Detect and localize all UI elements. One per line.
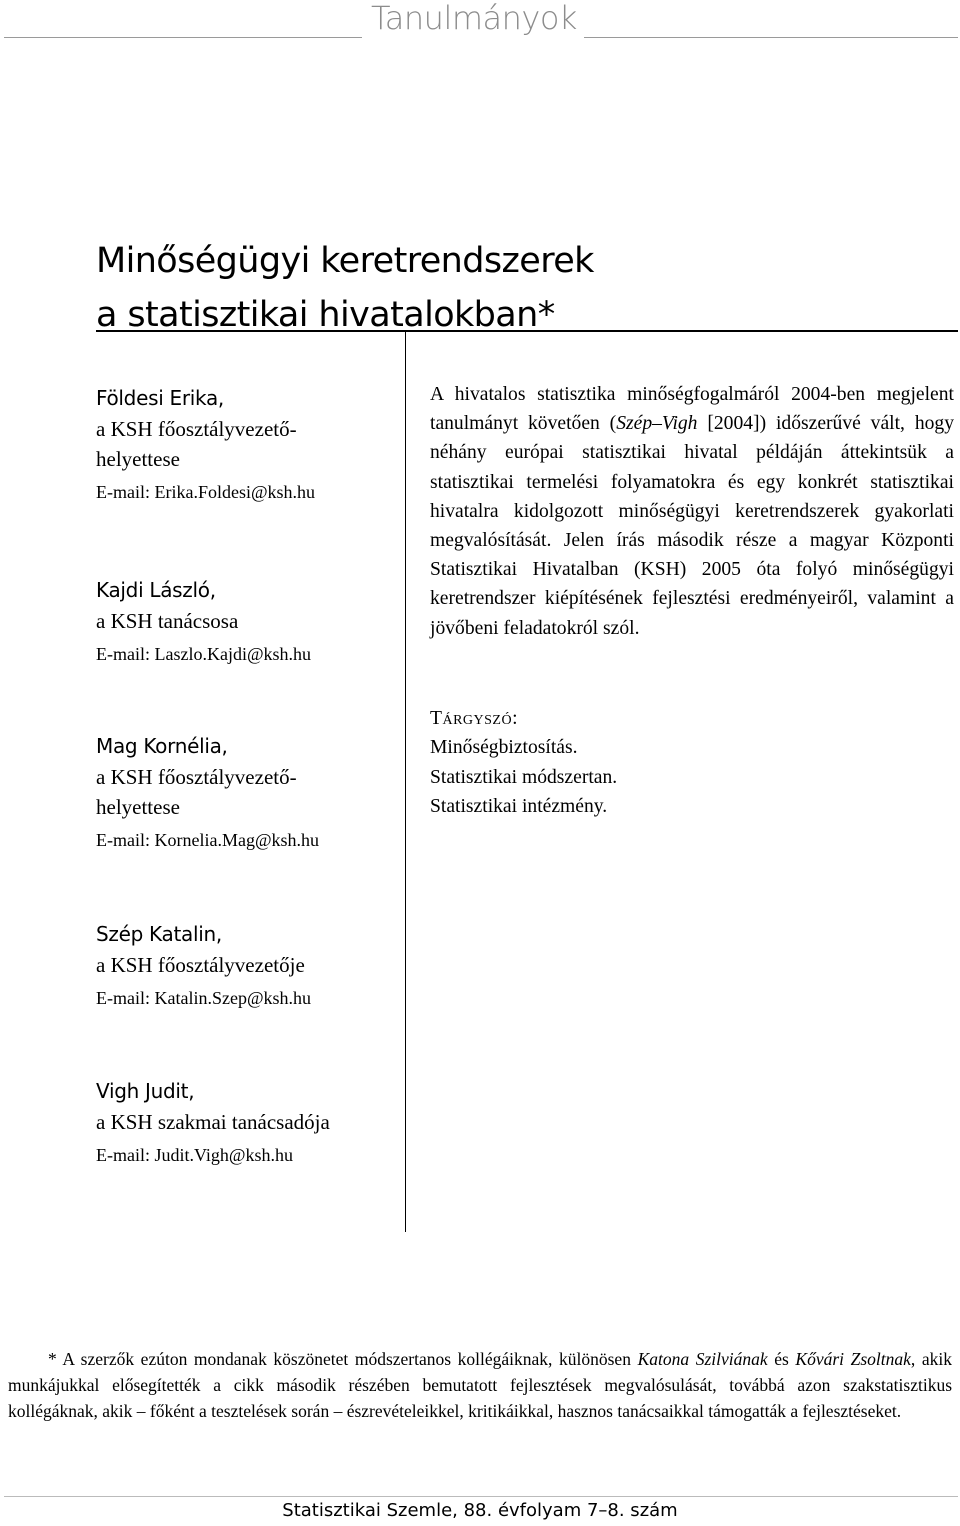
journal-footer: Statisztikai Szemle, 88. évfolyam 7–8. szám: [282, 1500, 678, 1521]
footnote-text: és: [767, 1349, 796, 1369]
footnote-text: * A szerzők ezúton mondanak köszönetet módszertanos kollégáiknak, különösen: [48, 1349, 638, 1369]
footer-rule: [4, 1496, 958, 1497]
footnote-text: , akik munkájukkal elősegítették a cikk második részében bemutatott fejlesztések megvalósulását, továbbá azon szakstatisztikus kollégáknak, akik – főként a tesztelések során – észrevételeikkel, kritikáikkal, hasznos tanácsaikkal támogatták a fejlesztéseket.: [8, 1349, 952, 1421]
author-block: [96, 574, 396, 666]
keywords-label: Tárgyszó:: [430, 708, 519, 729]
footnote: [8, 1346, 952, 1424]
column-divider: [405, 332, 406, 1232]
author-name: Szép Katalin,: [96, 922, 222, 946]
author-block: [96, 382, 396, 504]
author-role: a KSH főosztályvezetője: [96, 953, 305, 977]
author-email: E-mail: Erika.Foldesi@ksh.hu: [96, 482, 316, 502]
author-role: a KSH főosztályvezető-: [96, 417, 297, 441]
title-rule: [96, 330, 958, 332]
keyword-item: Statisztikai intézmény.: [430, 795, 608, 817]
author-role-cont: helyettese: [96, 795, 180, 819]
footnote-name: Katona Szilviának: [637, 1349, 768, 1369]
keyword-item: Statisztikai módszertan.: [430, 766, 618, 788]
abstract-text: A hivatalos statisztika minőségfogalmáról 2004-ben megjelent tanulmányt követően (: [430, 384, 954, 435]
author-name: Földesi Erika,: [96, 386, 224, 410]
author-name: Kajdi László,: [96, 578, 216, 602]
footnote-name: Kővári Zsoltnak: [795, 1349, 911, 1369]
author-email: E-mail: Katalin.Szep@ksh.hu: [96, 988, 312, 1008]
header-rule-right: [584, 37, 958, 38]
article-title: [96, 234, 856, 342]
author-block: [96, 1075, 396, 1167]
title-line-1: Minőségügyi keretrendszerek: [96, 241, 594, 281]
keyword-item: Minőségbiztosítás.: [430, 737, 578, 759]
author-block: [96, 730, 396, 852]
header-rule-left: [4, 37, 362, 38]
abstract-text-cont: [2004]) időszerűvé vált, hogy néhány európai statisztikai hivatal példáján áttekintsük a statisztikai termelési folyamatokra és egy konkrét statisztikai hivatalra kidolgozott minőségügyi keretrendszerek gyakorlati megvalósítását. Jelen írás második része a magyar Központi Statisztikai Hivatalban (KSH) 2005 óta folyó minőségügyi keretrendszer kiépítésének fejlesztési eredményeiről, valamint a jövőbeni feladatokról szól.: [430, 413, 955, 639]
title-line-2: a statisztikai hivatalokban*: [96, 295, 555, 335]
abstract: [430, 380, 954, 643]
author-email: E-mail: Kornelia.Mag@ksh.hu: [96, 830, 320, 850]
author-email: E-mail: Laszlo.Kajdi@ksh.hu: [96, 644, 312, 664]
author-email: E-mail: Judit.Vigh@ksh.hu: [96, 1145, 293, 1165]
keywords-block: [430, 704, 950, 821]
author-role: a KSH főosztályvezető-: [96, 765, 297, 789]
author-role: a KSH szakmai tanácsadója: [96, 1110, 330, 1134]
author-name: Vigh Judit,: [96, 1079, 195, 1103]
author-role: a KSH tanácsosa: [96, 609, 239, 633]
section-label: Tanulmányok: [371, 0, 577, 37]
author-name: Mag Kornélia,: [96, 734, 228, 758]
abstract-citation: Szép–Vigh: [616, 413, 698, 435]
author-role-cont: helyettese: [96, 447, 180, 471]
author-block: [96, 918, 396, 1010]
